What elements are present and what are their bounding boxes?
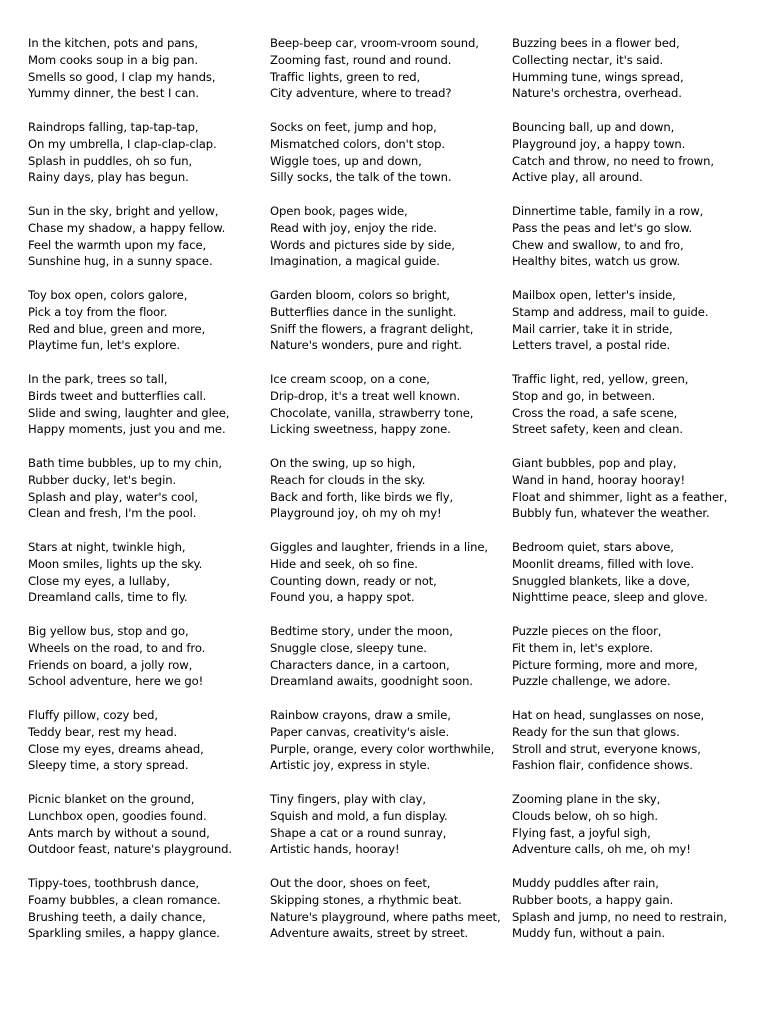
poem-line: Fluffy pillow, cozy bed, [28,708,158,722]
poem-line: Clouds below, oh so high. [512,808,658,823]
poem-line: Bedtime story, under the moon, [270,624,453,638]
poem-line: Nature's playground, where paths meet, [270,909,501,924]
poem-line: Lunchbox open, goodies found. [28,808,207,823]
poem-line: Bubbly fun, whatever the weather. [512,506,710,521]
poem-line: Butterflies dance in the sunlight. [270,304,457,319]
poem-line: Rainy days, play has begun. [28,170,189,185]
poem-line: Buzzing bees in a flower bed, [512,36,680,50]
poem-line: Close my eyes, a lullaby, [28,573,170,588]
poem-line: Sparkling smiles, a happy glance. [28,926,220,941]
poem-line: Picnic blanket on the ground, [28,792,195,806]
poem-line: Cross the road, a safe scene, [512,405,678,420]
poem-line: Traffic light, red, yellow, green, [512,372,689,386]
poem-line: Feel the warmth upon my face, [28,237,207,252]
poem-line: Moonlit dreams, filled with love. [512,556,694,571]
poem-line: Toy box open, colors galore, [28,288,188,302]
poem-line: Characters dance, in a cartoon, [270,657,450,672]
stanza [270,287,510,371]
poem-line: Fit them in, let's explore. [512,640,654,655]
poem-line: Muddy fun, without a pain. [512,926,665,941]
poem-line: Ants march by without a sound, [28,825,210,840]
stanza [270,539,510,623]
poem-line: Mail carrier, take it in stride, [512,321,673,336]
stanza [512,791,752,875]
poem-line: Stamp and address, mail to guide. [512,304,709,319]
poem-line: Wiggle toes, up and down, [270,153,422,168]
stanza [28,371,268,455]
poem-line: Giggles and laughter, friends in a line, [270,540,488,554]
poem-line: Friends on board, a jolly row, [28,657,193,672]
poem-line: Puzzle pieces on the floor, [512,624,662,638]
poem-line: Snuggle close, sleepy tune. [270,640,427,655]
poem-line: Open book, pages wide, [270,204,408,218]
poem-line: Bouncing ball, up and down, [512,120,675,134]
poem-line: Sun in the sky, bright and yellow, [28,204,219,218]
poem-line: Nighttime peace, sleep and glove. [512,590,708,605]
poem-line: Squish and mold, a fun display. [270,808,448,823]
poem-line: Splash in puddles, oh so fun, [28,153,193,168]
stanza [270,371,510,455]
stanza [512,35,752,119]
poem-column-1 [28,35,268,959]
poem-line: Artistic joy, express in style. [270,758,431,773]
poem-line: Rubber boots, a happy gain. [512,892,674,907]
poem-line: Mom cooks soup in a big pan. [28,52,198,67]
poem-line: Puzzle challenge, we adore. [512,674,671,689]
poem-line: Slide and swing, laughter and glee, [28,405,230,420]
poem-line: Chocolate, vanilla, strawberry tone, [270,405,474,420]
poem-line: Counting down, ready or not, [270,573,437,588]
stanza [270,875,510,959]
poem-line: Teddy bear, rest my head. [28,724,178,739]
poem-line: Splash and jump, no need to restrain, [512,909,727,924]
poem-line: Traffic lights, green to red, [270,69,421,84]
poem-line: Out the door, shoes on feet, [270,876,431,890]
poem-line: Dreamland calls, time to fly. [28,590,188,605]
poem-line: Splash and play, water's cool, [28,489,198,504]
stanza [270,119,510,203]
poem-line: Shape a cat or a round sunray, [270,825,447,840]
poem-line: Playground joy, oh my oh my! [270,506,442,521]
poem-line: Red and blue, green and more, [28,321,206,336]
poem-line: City adventure, where to tread? [270,86,452,101]
poem-line: Foamy bubbles, a clean romance. [28,892,221,907]
stanza [28,35,268,119]
poem-line: Letters travel, a postal ride. [512,338,671,353]
poem-line: Purple, orange, every color worthwhile, [270,741,495,756]
stanza [512,203,752,287]
poem-line: Adventure calls, oh me, oh my! [512,842,691,857]
stanza [512,707,752,791]
poem-line: Giant bubbles, pop and play, [512,456,677,470]
stanza [512,875,752,959]
poem-line: Ready for the sun that glows. [512,724,680,739]
poem-line: Nature's orchestra, overhead. [512,86,682,101]
poem-line: Playtime fun, let's explore. [28,338,181,353]
poem-line: Outdoor feast, nature's playground. [28,842,232,857]
poem-line: Sunshine hug, in a sunny space. [28,254,213,269]
stanza [512,119,752,203]
poem-line: Snuggled blankets, like a dove, [512,573,690,588]
stanza [28,623,268,707]
poem-line: Moon smiles, lights up the sky. [28,556,203,571]
poem-line: Sniff the flowers, a fragrant delight, [270,321,474,336]
poem-line: Mismatched colors, don't stop. [270,136,446,151]
poem-line: Rubber ducky, let's begin. [28,472,177,487]
poem-line: Sleepy time, a story spread. [28,758,189,773]
poem-line: Read with joy, enjoy the ride. [270,220,437,235]
stanza [28,707,268,791]
poem-line: Smells so good, I clap my hands, [28,69,216,84]
stanza [270,203,510,287]
stanza [270,623,510,707]
poem-line: Imagination, a magical guide. [270,254,440,269]
poem-line: On my umbrella, I clap-clap-clap. [28,136,217,151]
stanza [270,791,510,875]
poem-line: Garden bloom, colors so bright, [270,288,450,302]
poem-line: Dreamland awaits, goodnight soon. [270,674,473,689]
stanza [270,455,510,539]
stanza [28,203,268,287]
stanza [28,455,268,539]
poem-line: Skipping stones, a rhythmic beat. [270,892,462,907]
stanza [28,791,268,875]
poem-line: Humming tune, wings spread, [512,69,684,84]
poem-column-2 [270,35,510,959]
poem-line: Nature's wonders, pure and right. [270,338,462,353]
stanza [512,287,752,371]
poem-line: Zooming fast, round and round. [270,52,452,67]
poem-line: Stroll and strut, everyone knows, [512,741,701,756]
stanza [28,875,268,959]
poem-line: Active play, all around. [512,170,643,185]
poem-line: Clean and fresh, I'm the pool. [28,506,197,521]
poem-line: In the kitchen, pots and pans, [28,36,198,50]
poem-line: Stop and go, in between. [512,388,656,403]
poem-column-3 [512,35,752,959]
poem-line: Found you, a happy spot. [270,590,415,605]
poem-line: Zooming plane in the sky, [512,792,661,806]
poem-line: Chase my shadow, a happy fellow. [28,220,226,235]
poem-line: Pass the peas and let's go slow. [512,220,693,235]
poem-line: Hide and seek, oh so fine. [270,556,418,571]
poem-line: Tiny fingers, play with clay, [270,792,427,806]
poem-line: Socks on feet, jump and hop, [270,120,437,134]
poem-line: Picture forming, more and more, [512,657,698,672]
poem-line: Healthy bites, watch us grow. [512,254,681,269]
stanza [512,371,752,455]
poem-line: Pick a toy from the floor. [28,304,168,319]
stanza [270,35,510,119]
poem-line: Street safety, keen and clean. [512,422,684,437]
poem-line: Close my eyes, dreams ahead, [28,741,204,756]
poem-line: Big yellow bus, stop and go, [28,624,189,638]
poem-line: Yummy dinner, the best I can. [28,86,199,101]
stanza [512,539,752,623]
poem-line: Silly socks, the talk of the town. [270,170,452,185]
stanza [512,623,752,707]
poem-line: Artistic hands, hooray! [270,842,400,857]
poem-line: Bedroom quiet, stars above, [512,540,674,554]
poem-line: Chew and swallow, to and fro, [512,237,684,252]
poem-line: Drip-drop, it's a treat well known. [270,388,461,403]
stanza [512,455,752,539]
poem-line: Wand in hand, hooray hooray! [512,472,686,487]
poem-line: On the swing, up so high, [270,456,416,470]
poem-line: Tippy-toes, toothbrush dance, [28,876,199,890]
poem-line: Raindrops falling, tap-tap-tap, [28,120,199,134]
stanza [28,539,268,623]
poem-line: Licking sweetness, happy zone. [270,422,451,437]
poem-line: Catch and throw, no need to frown, [512,153,714,168]
poem-line: Rainbow crayons, draw a smile, [270,708,451,722]
poem-line: Reach for clouds in the sky. [270,472,426,487]
poem-line: Bath time bubbles, up to my chin, [28,456,222,470]
poem-line: Back and forth, like birds we fly, [270,489,454,504]
stanza [28,119,268,203]
poem-line: Collecting nectar, it's said. [512,52,664,67]
poem-line: Playground joy, a happy town. [512,136,686,151]
poem-line: School adventure, here we go! [28,674,204,689]
poem-line: Flying fast, a joyful sigh, [512,825,651,840]
poem-line: Muddy puddles after rain, [512,876,659,890]
stanza [28,287,268,371]
poem-line: Brushing teeth, a daily chance, [28,909,206,924]
poem-line: Float and shimmer, light as a feather, [512,489,728,504]
poem-line: Fashion flair, confidence shows. [512,758,693,773]
poem-line: Wheels on the road, to and fro. [28,640,206,655]
stanza [270,707,510,791]
poem-line: Mailbox open, letter's inside, [512,288,676,302]
poem-line: Dinnertime table, family in a row, [512,204,704,218]
poem-line: Stars at night, twinkle high, [28,540,186,554]
poem-line: Ice cream scoop, on a cone, [270,372,430,386]
poem-line: Hat on head, sunglasses on nose, [512,708,705,722]
poem-line: Birds tweet and butterflies call. [28,388,207,403]
poem-line: In the park, trees so tall, [28,372,168,386]
poem-line: Happy moments, just you and me. [28,422,226,437]
poem-line: Adventure awaits, street by street. [270,926,469,941]
poem-line: Beep-beep car, vroom-vroom sound, [270,36,479,50]
poem-line: Words and pictures side by side, [270,237,455,252]
poem-line: Paper canvas, creativity's aisle. [270,724,450,739]
